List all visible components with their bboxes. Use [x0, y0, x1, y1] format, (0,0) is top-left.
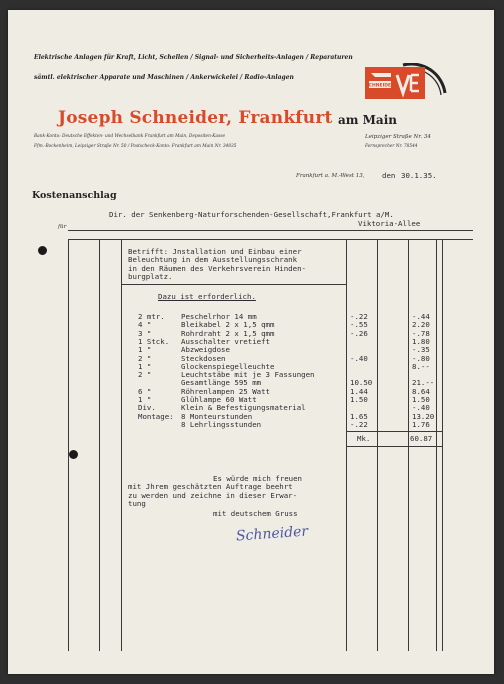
punch-hole-bottom — [69, 450, 78, 459]
table-column-rule — [346, 239, 347, 651]
closing-line: mit Jhrem geschätzten Auftrage beehrt — [128, 482, 293, 492]
table-column-rule — [408, 239, 409, 651]
signature: Schneider — [235, 523, 309, 545]
item-description: Bleikabel 2 x 1,5 qmm — [181, 320, 275, 330]
item-unit-price: 10.50 — [350, 378, 373, 388]
recipient-line-2: Viktoria-Allee — [358, 219, 421, 228]
closing-line: zu werden und zeichne in dieser Erwar- — [128, 490, 298, 500]
recipient-underline — [68, 230, 473, 231]
subject-line: Betrifft: Jnstallation und Einbau einer — [128, 247, 302, 256]
item-unit-price: -.26 — [350, 328, 368, 338]
item-total: 1.76 — [412, 419, 430, 429]
item-quantity: 2 " — [138, 370, 152, 380]
item-total: 21.-- — [412, 378, 435, 388]
item-quantity: 1 " — [138, 345, 152, 355]
item-quantity: 6 " — [138, 386, 152, 396]
letter-page — [8, 10, 494, 674]
logo-text: SCHNEIDER — [365, 83, 395, 89]
table-column-rule — [121, 239, 122, 651]
closing-line: Es würde mich freuen — [213, 474, 302, 483]
item-total: 2.20 — [412, 320, 430, 330]
item-quantity: Montage: — [138, 411, 174, 421]
table-column-rule — [99, 239, 100, 651]
table-column-rule — [377, 239, 378, 651]
total-top-rule — [346, 431, 442, 432]
item-description: Glockenspiegelleuchte — [181, 361, 275, 371]
item-total: 13.20 — [412, 411, 435, 421]
item-quantity: 3 " — [138, 328, 152, 338]
item-unit-price: 1.65 — [350, 411, 368, 421]
subject-line: burgplatz. — [128, 271, 173, 281]
company-logo — [363, 63, 447, 101]
item-description: Gesamtlänge 595 mm — [181, 378, 262, 388]
table-column-rule — [436, 239, 437, 651]
closing-line: tung — [128, 498, 146, 508]
letter-date: 30.1.35. — [401, 171, 437, 180]
item-quantity: 1 " — [138, 361, 152, 371]
item-quantity: 1 Stck. — [138, 336, 170, 346]
item-quantity: Div. — [138, 403, 156, 413]
item-quantity: 1 " — [138, 395, 152, 404]
item-description: Abzweigdose — [181, 345, 230, 355]
required-label: Dazu ist erforderlich. — [158, 292, 256, 301]
item-unit-price: -.22 — [350, 419, 368, 429]
item-unit-price: -.40 — [350, 353, 368, 363]
item-description: Peschelrhor 14 mm — [181, 312, 257, 321]
item-description: Röhrenlampen 25 Watt — [181, 386, 270, 396]
subject-line: Beleuchtung in dem Ausstellungsschrank — [128, 255, 298, 265]
date-prefix: den — [382, 171, 396, 180]
item-total: -.78 — [412, 328, 430, 338]
item-description: Rohrdraht 2 x 1,5 qmm — [181, 328, 275, 338]
item-unit-price: -.22 — [350, 312, 368, 321]
item-description: Ausschalter vretieft — [181, 336, 270, 346]
bank-account-line-1: Bank-Konto: Deutsche Effekten- und Wechselbank Frankfurt am Main, Depositen-Kasse — [34, 134, 226, 139]
bank-account-line-2: Ffm.-Bockenheim, Leipziger Straße Nr. 50 / Postscheck-Konto: Frankfurt am Main Nr. 34835 — [34, 144, 237, 149]
item-description: Glühlampe 60 Watt — [181, 395, 257, 404]
item-total: 1.80 — [412, 336, 430, 346]
item-total: -.44 — [412, 312, 430, 321]
item-total: 1.50 — [412, 395, 430, 404]
company-address: Leipziger Straße Nr. 34 — [365, 134, 431, 140]
table-top-rule — [68, 239, 473, 240]
item-total: -.35 — [412, 345, 430, 355]
item-quantity: 4 " — [138, 320, 152, 330]
item-description: 8 Monteurstunden — [181, 411, 253, 421]
company-phone: Fernsprecher Nr. 78544 — [365, 144, 418, 149]
sum-total: 60.87 — [410, 434, 433, 443]
item-total: 8.-- — [412, 361, 430, 371]
item-description: Klein & Befestigungsmaterial — [181, 403, 306, 413]
item-quantity: 2 " — [138, 353, 152, 363]
item-description: Leuchtstäbe mit je 3 Fassungen — [181, 370, 315, 380]
currency-label: Mk. — [357, 434, 371, 443]
item-total: -.40 — [412, 403, 430, 413]
greeting: mit deutschem Gruss — [213, 509, 298, 518]
item-unit-price: -.55 — [350, 320, 368, 330]
subject-underline — [121, 284, 346, 285]
item-quantity: 2 mtr. — [138, 312, 165, 321]
item-description: Steckdosen — [181, 353, 226, 363]
item-unit-price: 1.50 — [350, 395, 368, 404]
item-total: 8.64 — [412, 386, 430, 396]
place-label: Frankfurt a. M.-West 13, — [296, 173, 365, 179]
letterhead-line-2: sämtl. elektrischer Apparate und Maschinen / Ankerwickelei / Radio-Anlagen — [34, 74, 294, 81]
subject-line: in den Räumen des Verkehrsverein Hinden- — [128, 263, 306, 273]
total-bottom-rule — [346, 446, 442, 447]
punch-hole-top — [38, 246, 47, 255]
company-name: Joseph Schneider, Frankfurt — [58, 108, 333, 128]
table-column-rule — [442, 239, 443, 651]
recipient-line-1: Dir. der Senkenberg-Naturforschenden-Gesellschaft,Frankfurt a/M. — [109, 210, 394, 219]
document-title: Kostenanschlag — [32, 190, 117, 201]
company-city-suffix: am Main — [338, 113, 397, 127]
letterhead-line-1: Elektrische Anlagen für Kraft, Licht, Schellen / Signal- und Sicherheits-Anlagen / Reparaturen — [34, 54, 353, 61]
item-description: 8 Lehrlingsstunden — [181, 419, 262, 429]
item-total: -.80 — [412, 353, 430, 363]
for-label: für — [58, 224, 67, 230]
table-column-rule — [68, 239, 69, 651]
item-unit-price: 1.44 — [350, 386, 368, 396]
